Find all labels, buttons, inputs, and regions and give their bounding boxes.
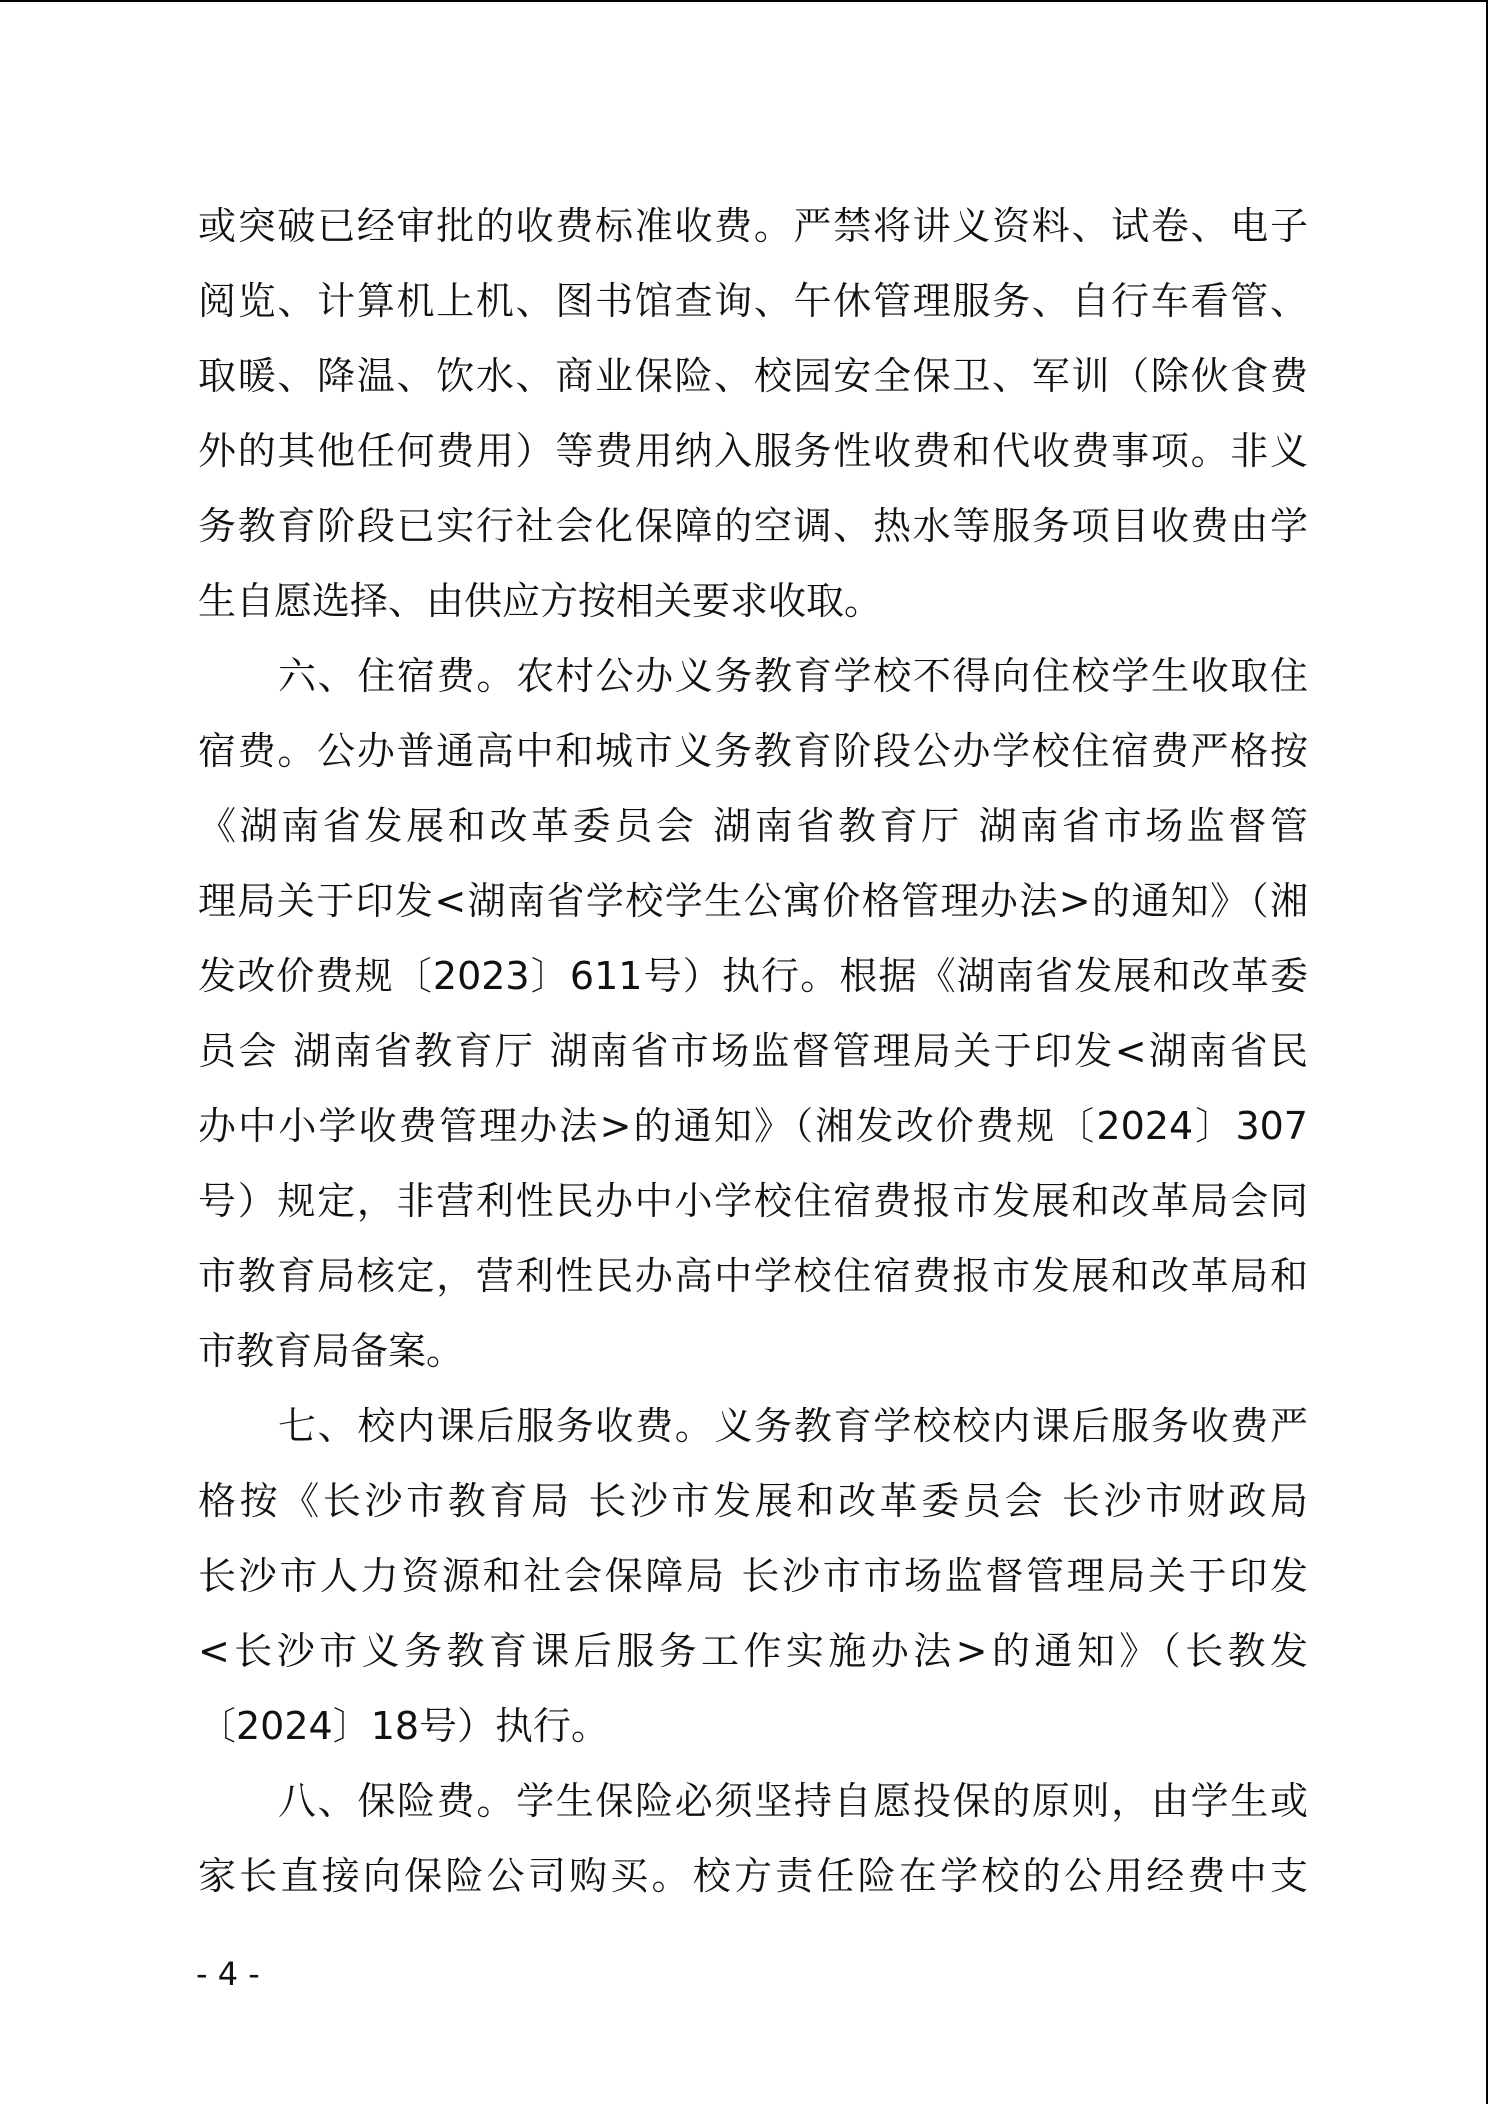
text-line: 宿费。公办普通高中和城市义务教育阶段公办学校住宿费严格按 [198,729,1308,773]
page-border-top [0,0,1488,2]
text-line: 取暖、降温、饮水、商业保险、校园安全保卫、军训（除伙食费 [198,354,1308,398]
text-line: 外的其他任何费用）等费用纳入服务性收费和代收费事项。非义 [198,429,1308,473]
section-heading-line: 六、住宿费。农村公办义务教育学校不得向住校学生收取住 [278,654,1308,698]
text-line: 《湖南省发展和改革委员会 湖南省教育厅 湖南省市场监督管 [198,804,1308,848]
text-line: 阅览、计算机上机、图书馆查询、午休管理服务、自行车看管、 [198,279,1308,323]
text-line: 〔2024〕18号）执行。 [198,1704,610,1748]
text-line: 办中小学收费管理办法>的通知》（湘发改价费规〔2024〕307 [198,1104,1308,1148]
text-line: 员会 湖南省教育厅 湖南省市场监督管理局关于印发<湖南省民 [198,1029,1308,1073]
page-number: - 4 - [196,1955,260,1993]
text-line: 号）规定，非营利性民办中小学校住宿费报市发展和改革局会同 [198,1179,1308,1223]
text-line: 务教育阶段已实行社会化保障的空调、热水等服务项目收费由学 [198,504,1308,548]
text-line: <长沙市义务教育课后服务工作实施办法>的通知》（长教发 [198,1629,1308,1673]
section-heading-line: 八、保险费。学生保险必须坚持自愿投保的原则，由学生或 [278,1779,1308,1823]
text-line: 或突破已经审批的收费标准收费。严禁将讲义资料、试卷、电子 [198,204,1308,248]
section-heading-line: 七、校内课后服务收费。义务教育学校校内课后服务收费严 [278,1404,1308,1448]
text-line: 家长直接向保险公司购买。校方责任险在学校的公用经费中支 [198,1854,1308,1898]
text-line: 长沙市人力资源和社会保障局 长沙市市场监督管理局关于印发 [198,1554,1308,1598]
text-line: 市教育局备案。 [198,1329,465,1373]
text-line: 发改价费规〔2023〕611号）执行。根据《湖南省发展和改革委 [198,954,1308,998]
text-line: 生自愿选择、由供应方按相关要求收取。 [198,579,883,623]
text-line: 理局关于印发<湖南省学校学生公寓价格管理办法>的通知》（湘 [198,879,1308,923]
text-line: 格按《长沙市教育局 长沙市发展和改革委员会 长沙市财政局 [198,1479,1308,1523]
text-line: 市教育局核定，营利性民办高中学校住宿费报市发展和改革局和 [198,1254,1308,1298]
